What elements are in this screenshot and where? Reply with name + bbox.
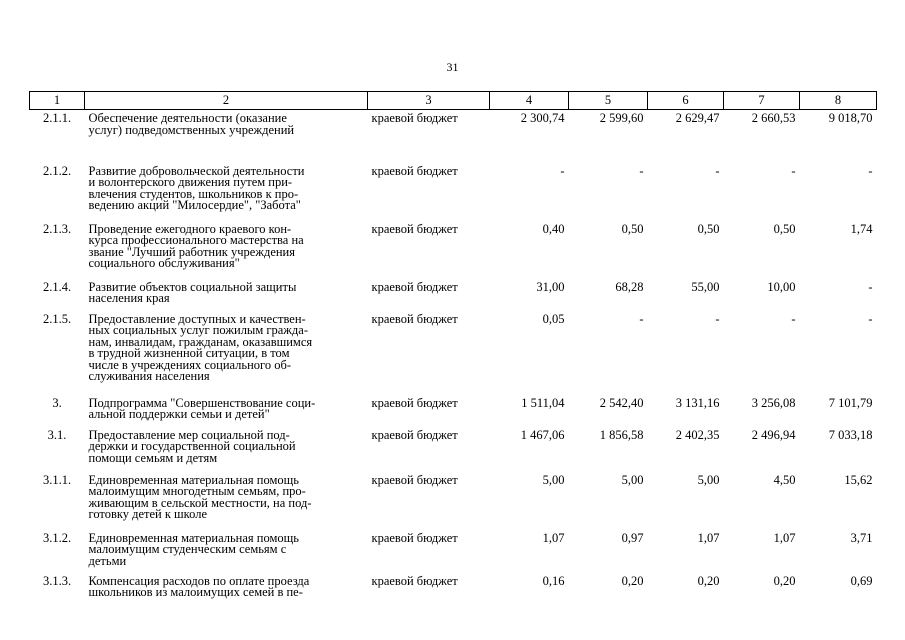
year-value: 0,50 [621, 221, 644, 236]
funding-source: краевой бюджет [371, 111, 458, 125]
year-value: 2 599,60 [599, 111, 644, 125]
description-line: школьников из малоимущих семей в пе- [88, 585, 303, 600]
description-line: живающим в сельской местности, на под- [88, 495, 312, 510]
description-line: малоимущим студенческим семьям с [88, 542, 287, 557]
description-line: числе в учреждениях социального об- [88, 357, 292, 372]
row-description [85, 279, 368, 311]
year-value: 1,07 [542, 530, 565, 545]
year-value: 0,97 [621, 530, 644, 545]
year-value: 2 629,47 [675, 111, 720, 125]
description-line: Развитие объектов социальной защиты [88, 279, 297, 294]
column-header: 1 [30, 92, 85, 110]
column-header: 8 [800, 92, 877, 110]
year-value: - [715, 311, 720, 326]
year-value: 3 256,08 [751, 395, 796, 410]
year-value: 55,00 [691, 279, 720, 294]
year-value: 4,50 [773, 472, 796, 487]
year-value: 5,00 [697, 472, 720, 487]
year-value: 2 542,40 [599, 395, 644, 410]
description-line: ведению акций "Милосердие", "Забота" [88, 198, 301, 213]
year-value: 7 033,18 [828, 427, 873, 442]
year-value: - [639, 311, 644, 326]
row-description [85, 163, 368, 221]
table-row [30, 395, 877, 427]
year-value: 2 300,74 [520, 111, 565, 125]
description-line: готовку детей к школе [88, 507, 207, 522]
year-value: 2 660,53 [751, 111, 796, 125]
table-row [30, 427, 877, 472]
year-value: 1,07 [697, 530, 720, 545]
row-number: 3.1.3. [42, 573, 72, 588]
year-value: 10,00 [767, 279, 796, 294]
description-line: детьми [88, 553, 127, 568]
description-line: помощи семьям и детям [88, 450, 218, 465]
table-row [30, 311, 877, 395]
budget-table [29, 91, 877, 613]
description-line: в трудной жизненной ситуации, в том [88, 346, 290, 361]
table-row [30, 472, 877, 530]
year-value: - [715, 163, 720, 178]
year-value: 1 856,58 [599, 427, 644, 442]
funding-source: краевой бюджет [371, 573, 458, 588]
description-line: малоимущим многодетным семьям, про- [88, 484, 306, 499]
description-line: Проведение ежегодного краевого кон- [88, 221, 292, 236]
year-value: 2 496,94 [751, 427, 796, 442]
column-header: 5 [569, 92, 648, 110]
year-value: 5,00 [542, 472, 565, 487]
description-line: Единовременная материальная помощь [88, 530, 299, 545]
description-line: Компенсация расходов по оплате проезда [88, 573, 310, 588]
year-value: - [868, 279, 873, 294]
row-number: 3.1.1. [42, 472, 72, 487]
funding-source: краевой бюджет [371, 395, 458, 410]
description-line: курса профессионального мастерства на [88, 233, 304, 248]
description-line: альной поддержки семьи и детей" [88, 407, 270, 422]
year-value: 1,07 [773, 530, 796, 545]
table-row [30, 221, 877, 279]
description-line: Предоставление доступных и качествен- [88, 311, 306, 326]
description-line: служивания населения [88, 369, 210, 384]
year-value: - [868, 311, 873, 326]
year-value: 0,20 [697, 573, 720, 588]
row-description [85, 427, 368, 472]
funding-source: краевой бюджет [371, 311, 458, 326]
row-number: 3.1.2. [42, 530, 72, 545]
description-line: Развитие добровольческой деятельности [88, 163, 305, 178]
year-value: 0,20 [773, 573, 796, 588]
column-header: 3 [368, 92, 490, 110]
funding-source: краевой бюджет [371, 530, 458, 545]
year-value: - [868, 163, 873, 178]
year-value: 1 511,04 [521, 395, 565, 410]
column-header: 7 [724, 92, 800, 110]
row-description [85, 221, 368, 279]
year-value: 0,40 [542, 221, 565, 236]
description-line: услуг) подведомственных учреждений [88, 122, 295, 137]
description-line: Обеспечение деятельности (оказание [88, 111, 287, 125]
row-number: 3.1. [47, 427, 67, 442]
year-value: - [791, 163, 796, 178]
year-value: 68,28 [615, 279, 644, 294]
description-line: влечения студентов, школьников к про- [88, 186, 299, 201]
page-number: 31 [446, 60, 459, 74]
column-header: 4 [490, 92, 569, 110]
year-value: - [639, 163, 644, 178]
row-number: 2.1.3. [42, 221, 72, 236]
description-line: и волонтерского движения путем при- [88, 175, 293, 190]
description-line: Предоставление мер социальной под- [88, 427, 290, 442]
row-description [85, 311, 368, 395]
row-description [85, 573, 368, 613]
row-description [85, 395, 368, 427]
row-number: 3. [52, 395, 62, 410]
row-number: 2.1.1. [42, 111, 72, 125]
year-value: 0,69 [850, 573, 873, 588]
header-row [30, 92, 877, 110]
year-value: 0,05 [542, 311, 565, 326]
table-row [30, 573, 877, 613]
table-row [30, 279, 877, 311]
year-value: 1 467,06 [520, 427, 565, 442]
description-line: ных социальных услуг пожилым гражда- [88, 323, 308, 338]
row-number: 2.1.2. [42, 163, 72, 178]
year-value: 3,71 [850, 530, 873, 545]
table-row [30, 163, 877, 221]
description-line: Единовременная материальная помощь [88, 472, 299, 487]
table-row [30, 110, 877, 163]
description-line: населения края [88, 291, 170, 306]
year-value: 31,00 [536, 279, 565, 294]
row-number: 2.1.5. [42, 311, 72, 326]
table-body [30, 110, 877, 613]
year-value: - [560, 163, 565, 178]
year-value: 2 402,35 [675, 427, 720, 442]
year-value: 7 101,79 [828, 395, 873, 410]
funding-source: краевой бюджет [371, 472, 458, 487]
year-value: 5,00 [621, 472, 644, 487]
row-description [85, 110, 368, 163]
funding-source: краевой бюджет [371, 163, 458, 178]
year-value: - [791, 311, 796, 326]
row-number: 2.1.4. [42, 279, 72, 294]
year-value: 0,50 [697, 221, 720, 236]
description-line: звание "Лучший работник учреждения [88, 244, 296, 259]
description-line: социального обслуживания" [88, 256, 240, 271]
row-description [85, 530, 368, 573]
year-value: 9 018,70 [828, 111, 873, 125]
year-value: 0,20 [621, 573, 644, 588]
funding-source: краевой бюджет [371, 221, 458, 236]
column-header: 2 [85, 92, 368, 110]
year-value: 15,62 [844, 472, 873, 487]
funding-source: краевой бюджет [371, 427, 458, 442]
year-value: 1,74 [850, 221, 873, 236]
description-line: Подпрограмма "Совершенствование соци- [88, 395, 316, 410]
column-header: 6 [648, 92, 724, 110]
table-row [30, 530, 877, 573]
funding-source: краевой бюджет [371, 279, 458, 294]
year-value: 0,50 [773, 221, 796, 236]
description-line: нам, инвалидам, гражданам, оказавшимся [88, 334, 313, 349]
year-value: 0,16 [542, 573, 565, 588]
row-description [85, 472, 368, 530]
year-value: 3 131,16 [675, 395, 720, 410]
description-line: держки и государственной социальной [88, 439, 296, 454]
